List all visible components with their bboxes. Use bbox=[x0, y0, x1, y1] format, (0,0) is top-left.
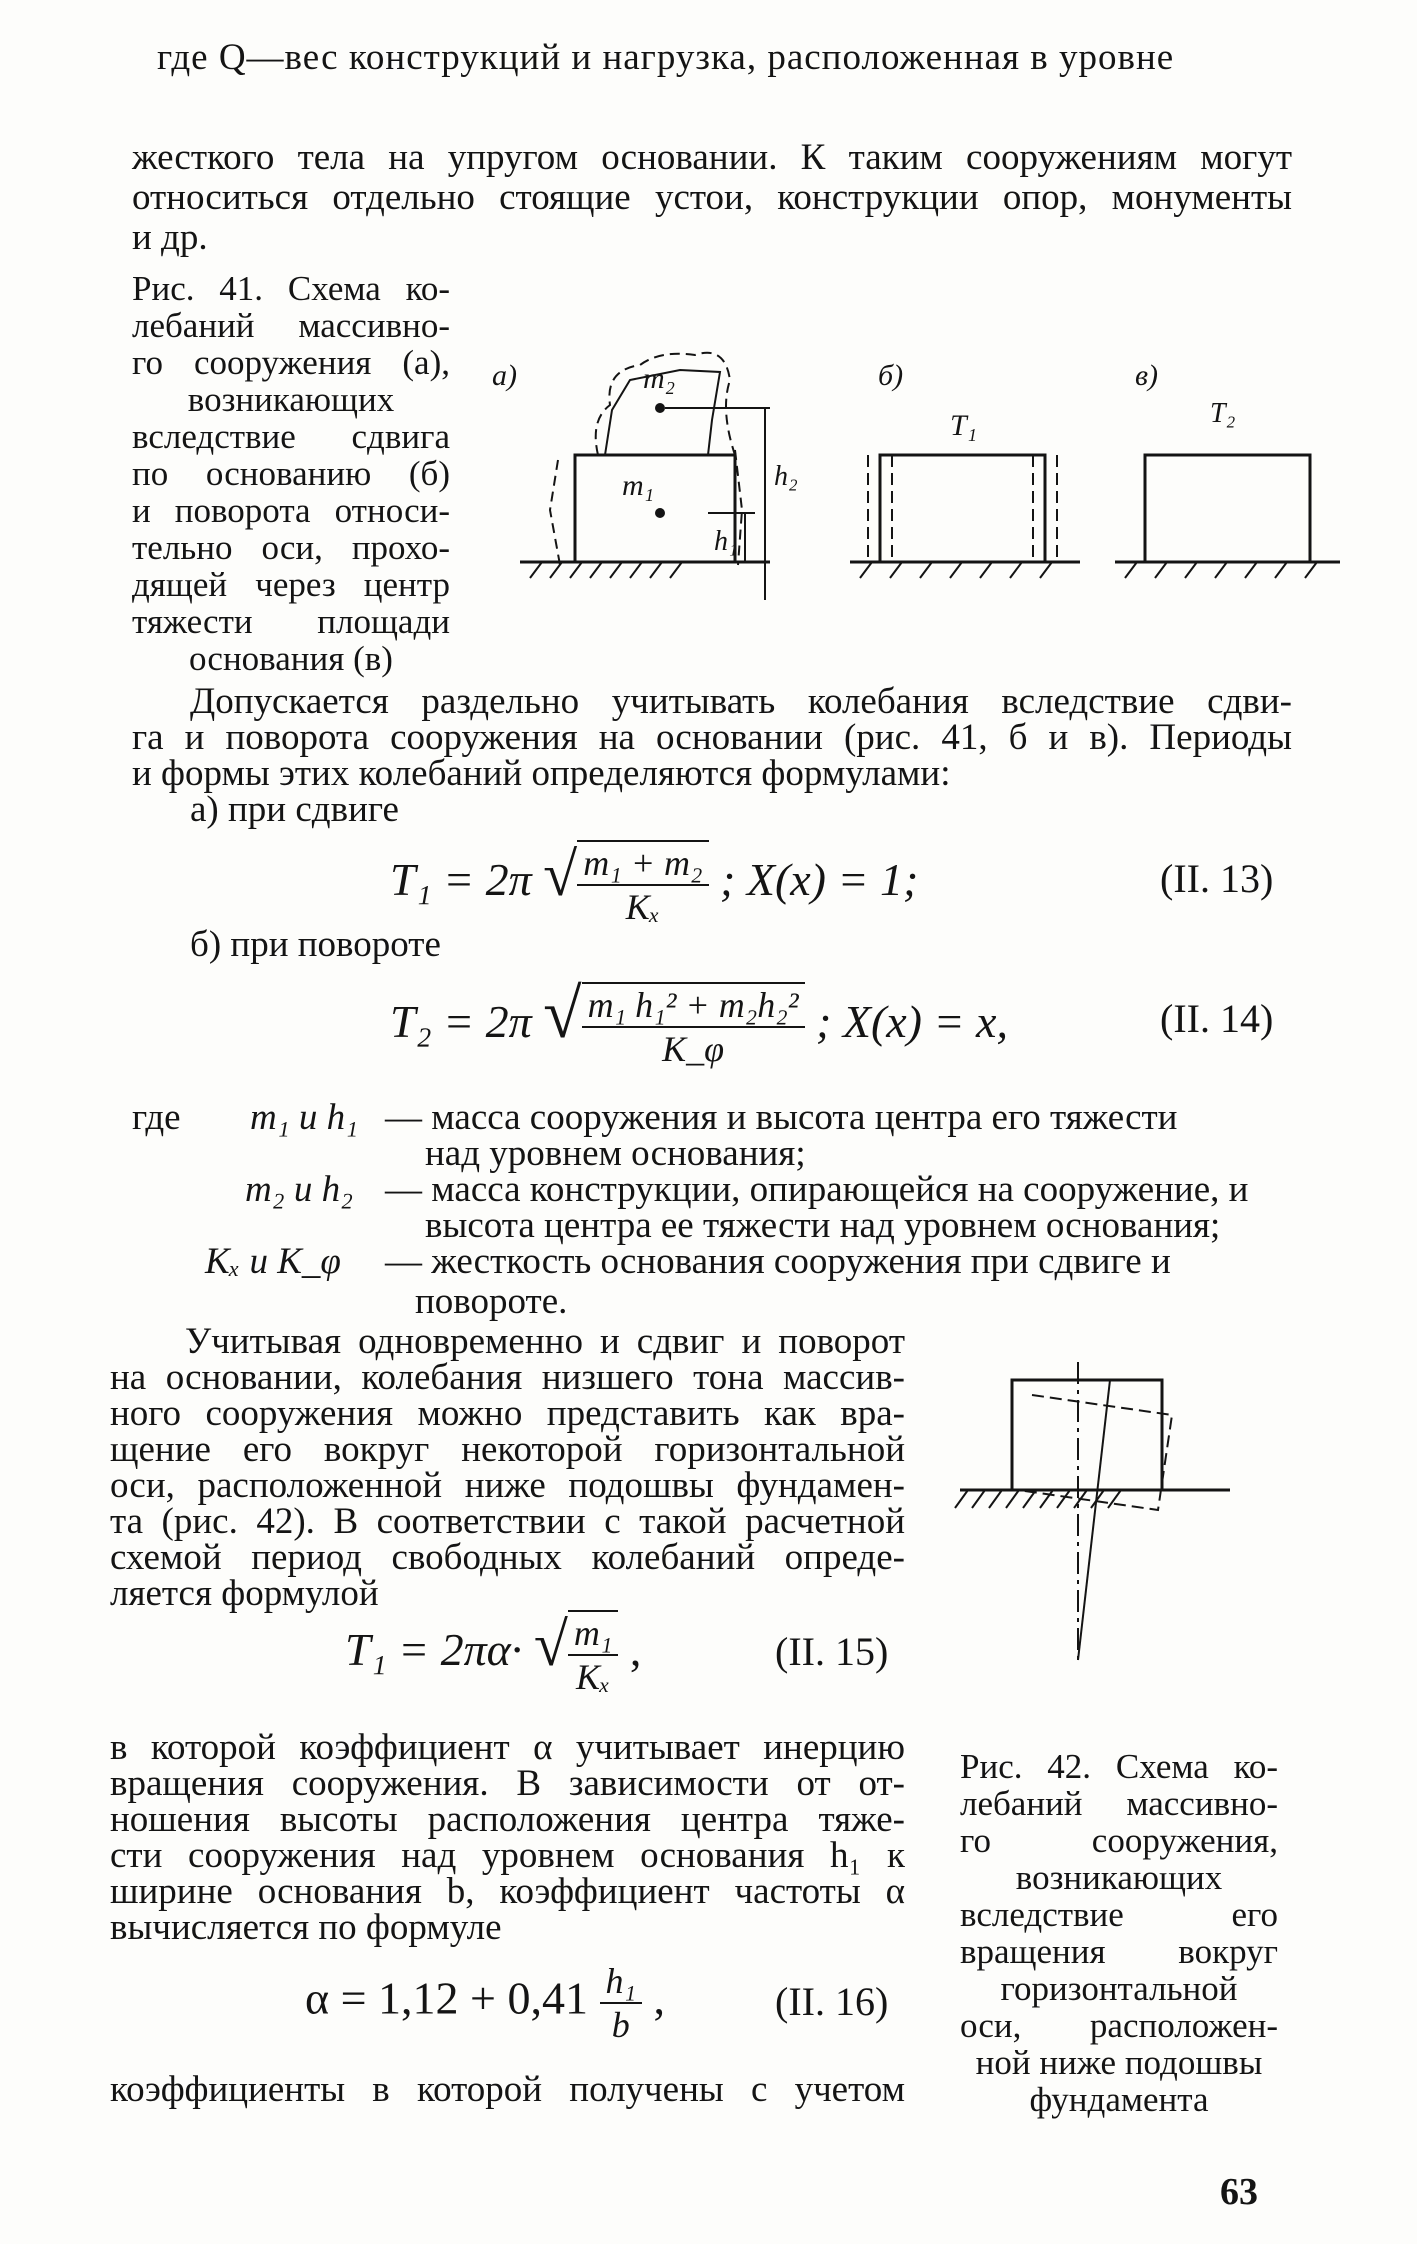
def2-text-1: — масса конструкции, опирающейся на сооружение, и bbox=[385, 1169, 1249, 1210]
section2-line-3: ного сооружения можно представить как вра- bbox=[110, 1393, 905, 1434]
eq16-denominator: b bbox=[611, 2005, 630, 2045]
equation-II-14: T₂ = 2π √ $\frac{\text{m₁ h₁² + m₂h₂²}}{K\_\varphi}$ ; X(x) = x, bbox=[390, 976, 1008, 1070]
section1-line-3: и формы этих колебаний определяются формулами: bbox=[132, 753, 951, 794]
section2-line-4: щение его вокруг некоторой горизонтальной bbox=[110, 1429, 905, 1470]
def2-text-2: высота центра ее тяжести над уровнем основания; bbox=[425, 1205, 1221, 1246]
caption-line: тяжести площади bbox=[132, 602, 450, 641]
eq15-number: (II. 15) bbox=[775, 1629, 889, 1674]
intro-line-2: относиться отдельно стоящие устои, конструкции опор, монументы bbox=[132, 177, 1292, 218]
def1-symbol: m₁ и h₁ bbox=[250, 1097, 358, 1138]
label-a: а) bbox=[492, 359, 517, 392]
def1-text-1: — масса сооружения и высота центра его тяжести bbox=[385, 1097, 1178, 1138]
eq14-fraction bbox=[582, 982, 805, 1070]
section3-line-1: в которой коэффициент α учитывает инерцию bbox=[110, 1727, 905, 1768]
section3-line-2: вращения сооружения. В зависимости от от- bbox=[110, 1763, 905, 1804]
section3-line-3: ношения высоты расположения центра тяже- bbox=[110, 1799, 905, 1840]
caption-line: го сооружения (а), bbox=[132, 343, 450, 382]
section2-line-8: ляется формулой bbox=[110, 1573, 379, 1614]
item-b: б) при повороте bbox=[190, 924, 441, 965]
page-number: 63 bbox=[1220, 2171, 1258, 2213]
item-a: а) при сдвиге bbox=[190, 789, 399, 830]
caption-line: вследствие его bbox=[960, 1895, 1278, 1934]
eq14-numerator: m₁ h₁² + m₂h₂² bbox=[582, 984, 805, 1028]
last-line: коэффициенты в которой получены с учетом bbox=[110, 2069, 905, 2110]
caption-line: возникающих bbox=[1015, 1858, 1223, 1897]
section2-line-1: Учитывая одновременно и сдвиг и поворот bbox=[185, 1321, 905, 1362]
label-T1: T₁ bbox=[950, 409, 978, 442]
label-m1: m₁ bbox=[622, 469, 655, 502]
label-T2: T₂ bbox=[1210, 398, 1236, 429]
section2-line-7: схемой период свободных колебаний опреде- bbox=[110, 1537, 905, 1578]
caption-line: ной ниже подошвы bbox=[975, 2043, 1263, 2082]
eq14-number: (II. 14) bbox=[1160, 996, 1274, 1041]
eq16-lhs: α = 1,12 + 0,41 bbox=[305, 1972, 588, 2024]
eq15-rhs: , bbox=[629, 1624, 642, 1675]
def3-text-1: — жесткость основания сооружения при сдвиге и bbox=[385, 1241, 1171, 1282]
eq13-numerator: m₁ + m₂ bbox=[577, 842, 708, 886]
figure41-caption bbox=[132, 270, 450, 677]
eq13-fraction bbox=[577, 840, 708, 928]
caption-line: фундамента bbox=[1029, 2080, 1209, 2119]
eq15-fraction bbox=[568, 1610, 619, 1698]
caption-line: оси, расположен- bbox=[960, 2006, 1278, 2045]
eq15-denominator: Kₓ bbox=[575, 1657, 611, 1698]
section1-line-1: Допускается раздельно учитывать колебания вследствие сдви- bbox=[190, 681, 1292, 722]
equation-II-15: T₁ = 2πα· √ $\frac{\text{m₁}}{\text{Kₓ}}$ , bbox=[345, 1611, 642, 1698]
caption-line: Рис. 41. Схема ко- bbox=[132, 269, 450, 308]
def1-text-2: над уровнем основания; bbox=[425, 1133, 806, 1174]
running-head: где Q—вес конструкций и нагрузка, расположенная в уровне bbox=[157, 37, 1175, 78]
caption-line: по основанию (б) bbox=[132, 454, 450, 493]
equation-II-16 bbox=[305, 1960, 665, 2046]
eq15-lhs: T₁ = 2πα· bbox=[345, 1624, 523, 1675]
caption-line: основания (в) bbox=[189, 639, 393, 678]
section3-line-5: ширине основания b, коэффициент частоты α bbox=[110, 1871, 905, 1912]
eq13-lhs: T₁ = 2π bbox=[390, 854, 532, 905]
figure41-diagram bbox=[480, 310, 1350, 610]
caption-line: лебаний массивно- bbox=[960, 1784, 1278, 1823]
section3-line-6: вычисляется по формуле bbox=[110, 1907, 502, 1948]
section2-line-6: та (рис. 42). В соответствии с такой расчетной bbox=[110, 1501, 905, 1542]
eq16-fraction bbox=[600, 1960, 643, 2046]
eq13-denominator: Kₓ bbox=[625, 887, 660, 928]
label-b: б) bbox=[878, 359, 904, 392]
section2-line-5: оси, расположенной ниже подошвы фундамен- bbox=[110, 1465, 905, 1506]
caption-line: вращения вокруг bbox=[960, 1932, 1278, 1971]
eq13-rhs: ; X(x) = 1; bbox=[720, 854, 919, 905]
eq16-numerator: h₁ bbox=[600, 1960, 643, 2004]
eq16-number: (II. 16) bbox=[775, 1979, 889, 2024]
eq16-rhs: , bbox=[653, 1972, 666, 2024]
caption-line: вследствие сдвига bbox=[132, 417, 450, 456]
equation-II-13: T₁ = 2π √ $\frac{\text{m₁ + m₂}}{\text{Kₓ}}$ ; X(x) = 1; bbox=[390, 841, 919, 928]
eq14-denominator: K_φ bbox=[662, 1029, 725, 1070]
caption-line: и поворота относи- bbox=[132, 491, 450, 530]
eq14-lhs: T₂ = 2π bbox=[390, 996, 532, 1047]
caption-line: горизонтальной bbox=[1000, 1969, 1238, 2008]
label-m2: m₂ bbox=[643, 362, 676, 395]
caption-line: лебаний массивно- bbox=[132, 306, 450, 345]
def3-text-2: повороте. bbox=[415, 1281, 568, 1322]
figure41-panel-b bbox=[850, 455, 1080, 578]
def3-symbol: Kₓ и K_φ bbox=[205, 1241, 341, 1282]
caption-line: дящей через центр bbox=[132, 565, 450, 604]
intro-line-3: и др. bbox=[132, 217, 208, 258]
def2-symbol: m₂ и h₂ bbox=[245, 1169, 353, 1210]
caption-line: го сооружения, bbox=[960, 1821, 1278, 1860]
label-h1: h₁ bbox=[714, 526, 738, 557]
section1-line-2: га и поворота сооружения на основании (рис. 41, б и в). Периоды bbox=[132, 717, 1292, 758]
section3-line-4: сти сооружения над уровнем основания h₁ к bbox=[110, 1835, 905, 1876]
section2-line-2: на основании, колебания низшего тона массив- bbox=[110, 1357, 905, 1398]
caption-line: тельно оси, прохо- bbox=[132, 528, 450, 567]
label-h2: h₂ bbox=[774, 461, 798, 492]
eq14-rhs: ; X(x) = x, bbox=[816, 996, 1008, 1047]
figure42-caption bbox=[960, 1748, 1278, 2118]
label-v: в) bbox=[1135, 359, 1159, 392]
figure42-diagram bbox=[950, 1360, 1270, 1680]
intro-line-1: жесткого тела на упругом основании. К таким сооружениям могут bbox=[132, 137, 1292, 178]
figure41-panel-v bbox=[1115, 440, 1340, 578]
eq13-number: (II. 13) bbox=[1160, 856, 1274, 901]
caption-line: Рис. 42. Схема ко- bbox=[960, 1747, 1278, 1786]
where-label: где bbox=[132, 1097, 181, 1138]
eq15-numerator: m₁ bbox=[568, 1612, 619, 1656]
caption-line: возникающих bbox=[187, 380, 395, 419]
